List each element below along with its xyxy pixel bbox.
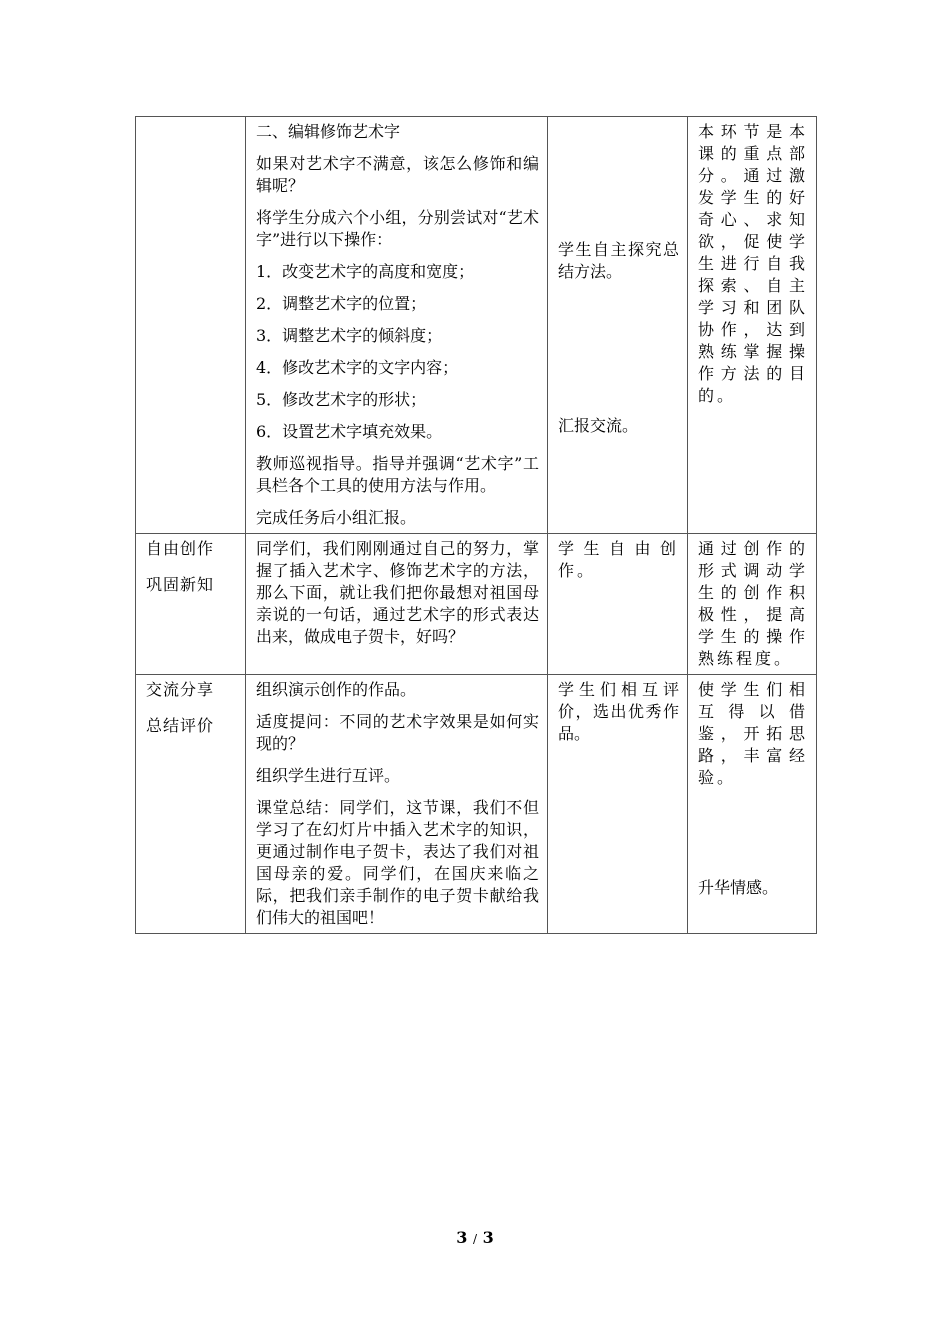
table-row: [136, 534, 817, 675]
table-row: [136, 117, 817, 534]
paragraph: 组织学生进行互评。: [256, 766, 401, 785]
section-heading: 二、编辑修饰艺术字: [256, 122, 401, 141]
paragraph: 适度提问：不同的艺术字效果是如何实现的？: [256, 712, 539, 753]
design-intent-cell: [688, 117, 817, 534]
table-row: [136, 675, 817, 934]
paragraph: 通过创作的形式调动学生的创作积极性，提高学生的操作熟练程度。: [698, 539, 808, 668]
page-total: 3: [482, 1228, 494, 1247]
paragraph: 同学们，我们刚刚通过自己的努力，掌握了插入艺术字、修饰艺术字的方法，那么下面，就让我们把你最想对祖国母亲说的一句话，通过艺术字的形式表达出来，做成电子贺卡，好吗？: [256, 539, 539, 646]
student-activity-cell: [548, 117, 688, 534]
paragraph: 升华情感。: [698, 878, 779, 897]
stage-cell: [136, 675, 246, 934]
list-item: 1．改变艺术字的高度和宽度；: [256, 262, 475, 281]
paragraph: 完成任务后小组汇报。: [256, 508, 417, 527]
paragraph: 汇报交流。: [558, 416, 639, 435]
stage-label: 自由创作: [146, 539, 215, 558]
paragraph: 如果对艺术字不满意，该怎么修饰和编辑呢？: [256, 154, 539, 195]
list-item: 2．调整艺术字的位置；: [256, 294, 427, 313]
list-item: 5．修改艺术字的形状；: [256, 390, 427, 409]
paragraph: 本环节是本课的重点部分。通过激发学生的好奇心、求知欲，促使学生进行自我探索、自主学习和团队协作，达到熟练掌握操作方法的目的。: [698, 122, 808, 405]
stage-label: 巩固新知: [146, 575, 215, 594]
teacher-activity-cell: [246, 534, 548, 675]
student-activity-cell: [548, 675, 688, 934]
paragraph: 学生们相互评价，选出优秀作品。: [558, 680, 679, 743]
page-separator: /: [472, 1232, 478, 1246]
paragraph: 学生自由创作。: [558, 539, 679, 580]
list-item: 6．设置艺术字填充效果。: [256, 422, 443, 441]
student-activity-cell: [548, 534, 688, 675]
list-item: 3．调整艺术字的倾斜度；: [256, 326, 443, 345]
paragraph: 使学生们相互得以借鉴，开拓思路，丰富经验。: [698, 680, 808, 787]
page-number: [0, 1228, 950, 1247]
paragraph: 学生自主探究总结方法。: [558, 240, 679, 281]
paragraph: 课堂总结：同学们，这节课，我们不但学习了在幻灯片中插入艺术字的知识，更通过制作电子贺卡，表达了我们对祖国母亲的爱。同学们，在国庆来临之际，把我们亲手制作的电子贺卡献给我们伟大的祖国吧！: [256, 798, 539, 927]
stage-label: 总结评价: [146, 716, 215, 735]
design-intent-cell: [688, 675, 817, 934]
stage-label: 交流分享: [146, 680, 215, 699]
teacher-activity-cell: [246, 675, 548, 934]
paragraph: 教师巡视指导。指导并强调“艺术字”工具栏各个工具的使用方法与作用。: [256, 454, 539, 495]
design-intent-cell: [688, 534, 817, 675]
paragraph: 组织演示创作的作品。: [256, 680, 417, 699]
page-current: 3: [456, 1228, 468, 1247]
list-item: 4．修改艺术字的文字内容；: [256, 358, 459, 377]
teacher-activity-cell: [246, 117, 548, 534]
stage-cell: [136, 534, 246, 675]
stage-cell: [136, 117, 246, 534]
paragraph: 将学生分成六个小组，分别尝试对“艺术字”进行以下操作：: [256, 208, 539, 249]
lesson-plan-table: [135, 116, 817, 934]
